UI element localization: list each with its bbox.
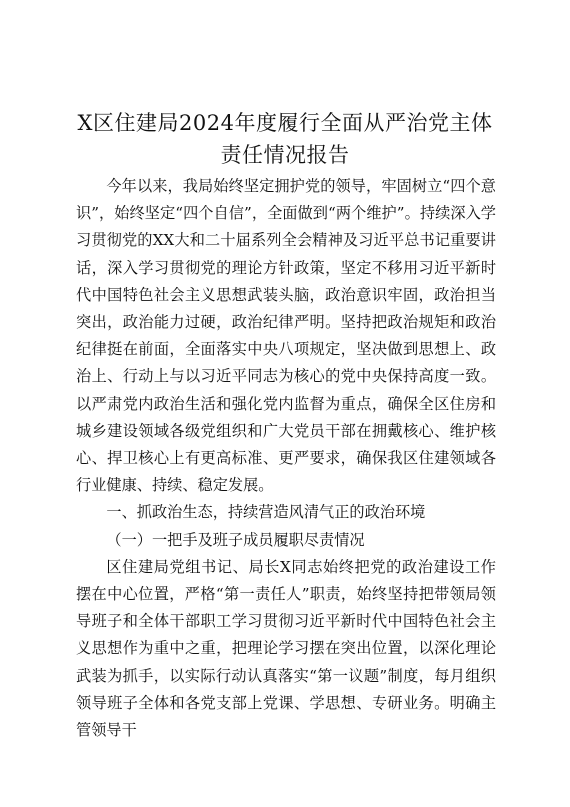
body-paragraph: 区住建局党组书记、局长X同志始终把党的政治建设工作摆在中心位置，严格“第一责任人”职责，始终坚持把带领局领导班子和全体干部职工学习贯彻习近平新时代中国特色社会主义思想作为重中之重，把理论学习摆在突出位置，以深化理论武装为抓手，以实际行动认真落实“第一议题”制度，每月组织领导班子全体和各党支部上党课、学思想、专研业务。明确主管领导干 (76, 557, 496, 740)
document-body (76, 173, 496, 744)
subsection-heading-1: （一）一把手及班子成员履职尽责情况 (106, 530, 365, 549)
intro-paragraph: 今年以来，我局始终坚定拥护党的领导，牢固树立“四个意识”，始终坚定“四个自信”，全面做到“两个维护”。持续深入学习贯彻党的XX大和二十届系列全会精神及习近平总书记重要讲话，深入学习贯彻党的理论方针政策，坚定不移用习近平新时代中国特色社会主义思想武装头脑，政治意识牢固，政治担当突出，政治能力过硬，政治纪律严明。坚持把政治规矩和政治纪律挺在前面，全面落实中央八项规定，坚决做到思想上、政治上、行动上与以习近平同志为核心的党中央保持高度一致。以严肃党内政治生活和强化党内监督为重点，确保全区住房和城乡建设领域各级党组织和广大党员干部在拥戴核心、维护核心、捍卫核心上有更高标准、更严要求，确保我区住建领域各行业健康、持续、稳定发展。 (76, 177, 496, 495)
document-title-line-1: X区住建局2024年度履行全面从严治党主体 (77, 111, 493, 135)
document-title-line-2: 责任情况报告 (220, 143, 350, 167)
section-heading-1: 一、抓政治生态，持续营造风清气正的政治环境 (106, 503, 426, 522)
